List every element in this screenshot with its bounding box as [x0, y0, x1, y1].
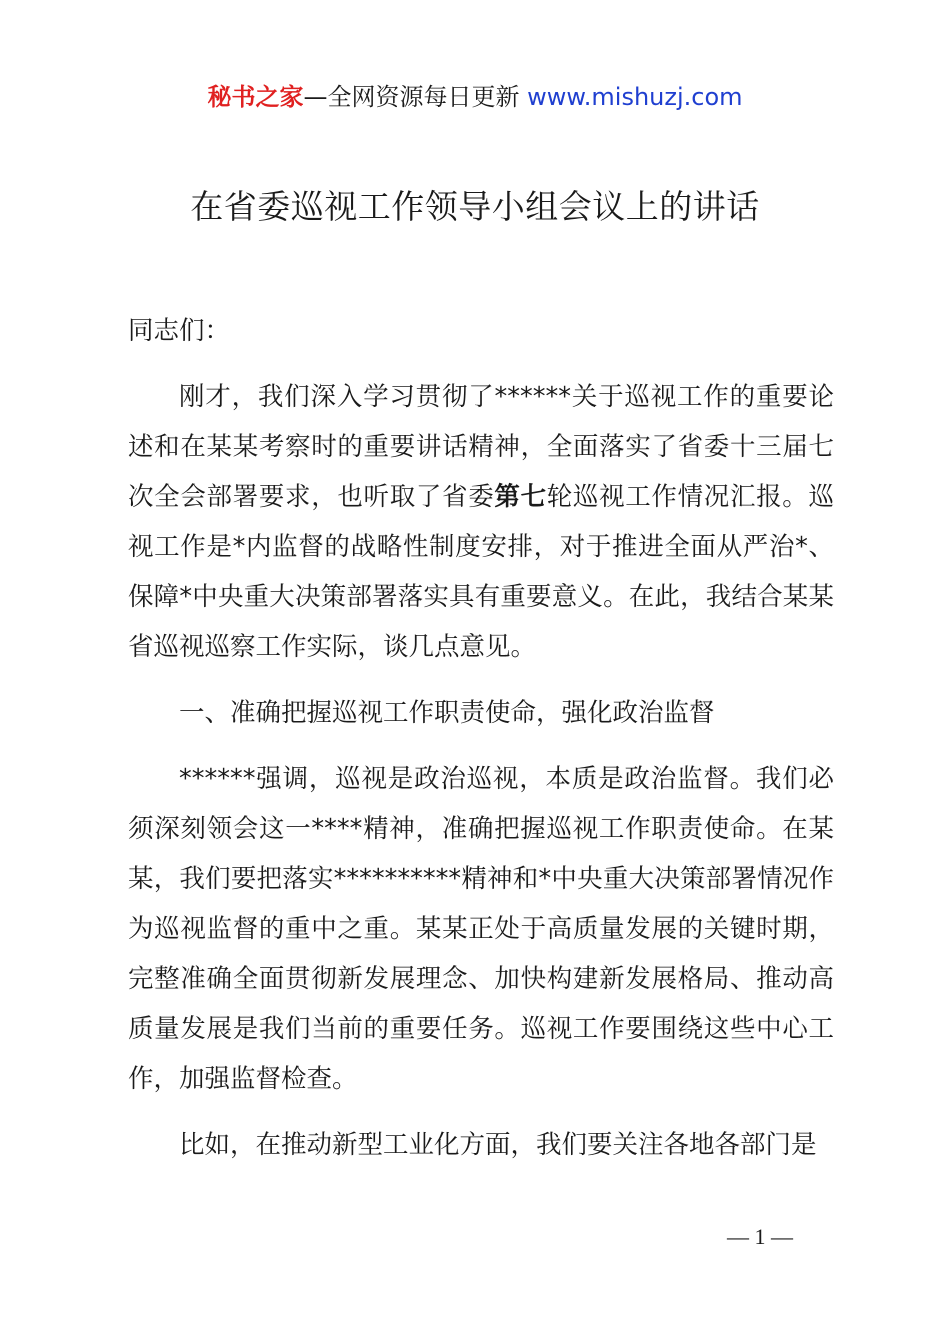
- paragraph-1-text-a: 刚才，我们深入学习贯彻了******关于巡视工作的重要论述和在某某考察时的重要讲话精神，全面落实了省委十三届七次全会部署要求，也听取了省委: [128, 382, 834, 512]
- paragraph-1: [128, 372, 834, 672]
- section-heading-1: 一、准确把握巡视工作职责使命，强化政治监督: [179, 698, 715, 728]
- document-body: [128, 306, 834, 1186]
- salutation: 同志们：: [128, 316, 231, 346]
- site-url-link[interactable]: www.mishuzj.com: [527, 83, 743, 111]
- paragraph-1-bold: 第七: [494, 482, 547, 512]
- paragraph-1-text-b: 轮巡视工作情况汇报。巡视工作是*内监督的战略性制度安排，对于推进全面从严治*、保障*中央重大决策部署落实具有重要意义。在此，我结合某某省巡视巡察工作实际，谈几点意见。: [128, 482, 834, 662]
- paragraph-3: 比如，在推动新型工业化方面，我们要关注各地各部门是: [179, 1130, 817, 1160]
- header-tagline: —全网资源每日更新: [303, 83, 520, 111]
- site-header: [0, 80, 950, 114]
- paragraph-2: ******强调，巡视是政治巡视，本质是政治监督。我们必须深刻领会这一****精神，准确把握巡视工作职责使命。在某某，我们要把落实**********精神和*中央重大决策部署情况作为巡视监督的重中之重。某某正处于高质量发展的关键时期，完整准确全面贯彻新发展理念、加快构建新发展格局、推动高质量发展是我们当前的重要任务。巡视工作要围绕这些中心工作，加强监督检查。: [128, 764, 834, 1094]
- document-title: 在省委巡视工作领导小组会议上的讲话: [190, 187, 760, 226]
- page-number: — 1 —: [727, 1224, 793, 1249]
- brand-name: 秘书之家: [207, 83, 304, 111]
